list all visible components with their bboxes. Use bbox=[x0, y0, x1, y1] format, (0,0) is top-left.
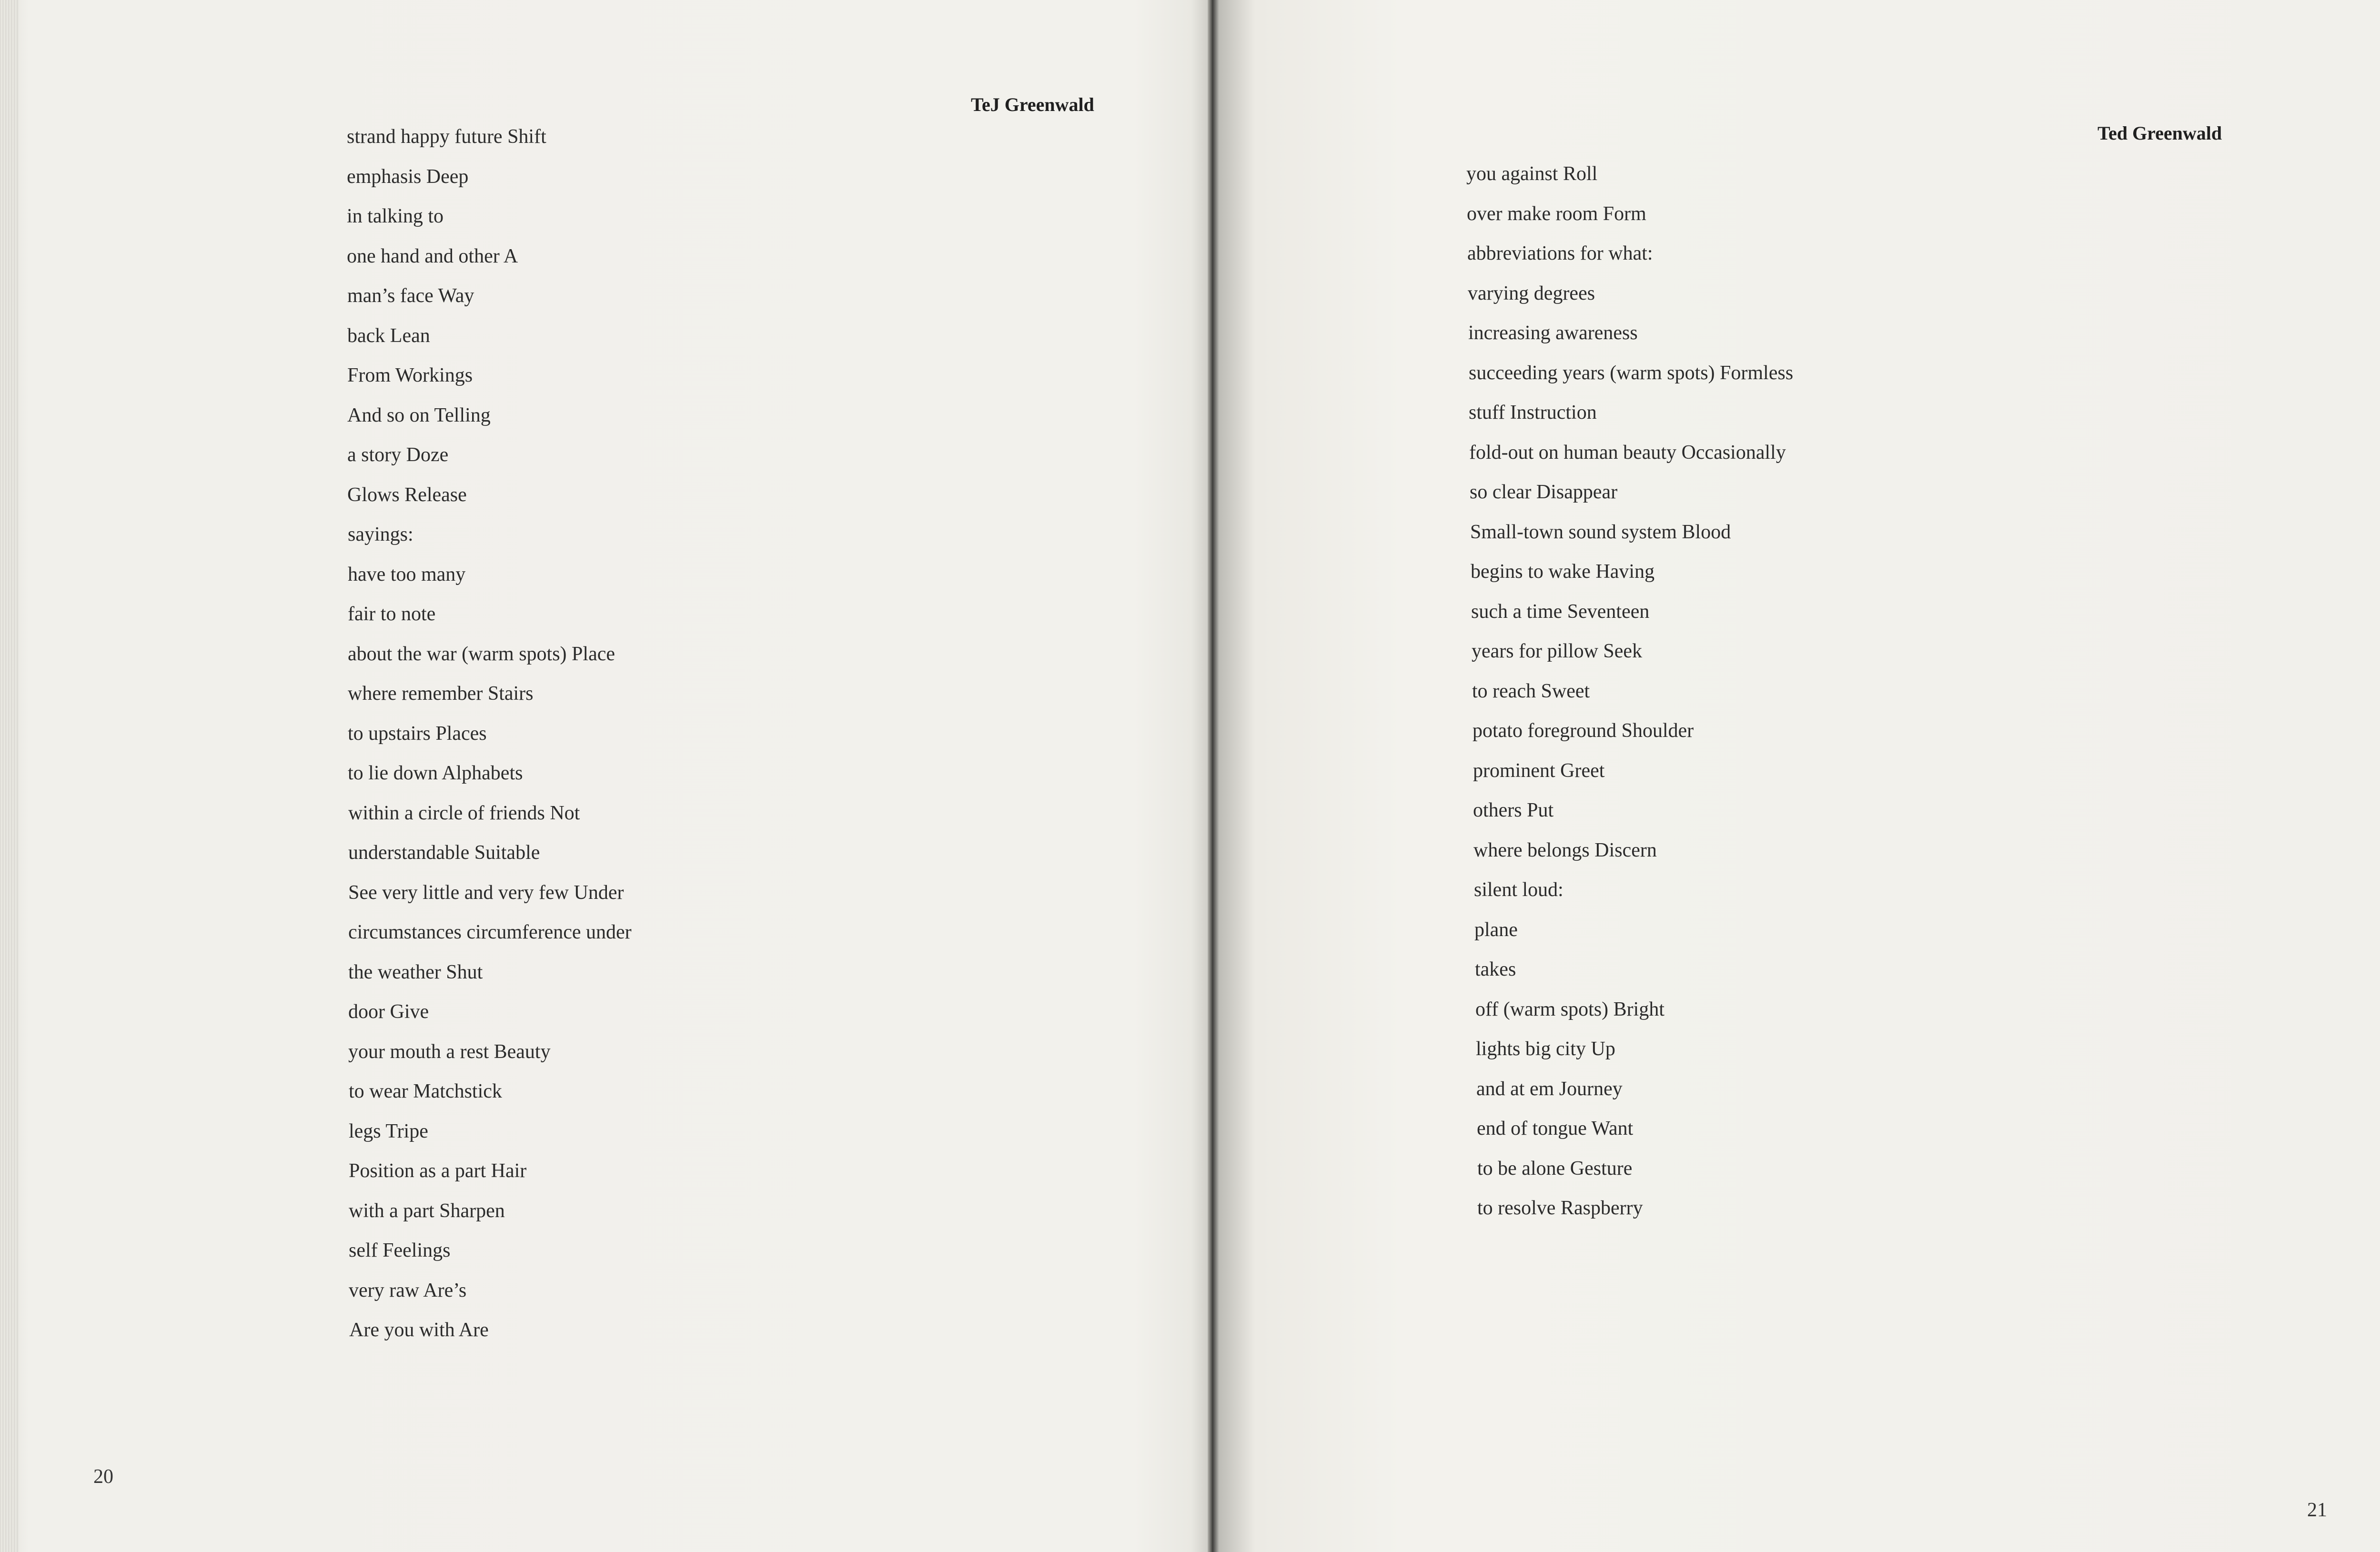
poem-line: about the war (warm spots) Place bbox=[348, 643, 615, 665]
poem-line: where remember Stairs bbox=[348, 683, 534, 705]
poem-line: a story Doze bbox=[347, 444, 449, 466]
poem-line: Position as a part Hair bbox=[349, 1160, 527, 1182]
right-page-header: Ted Greenwald bbox=[2098, 122, 2222, 144]
poem-line: See very little and very few Under bbox=[348, 881, 624, 904]
poem-line: to lie down Alphabets bbox=[348, 762, 523, 784]
poem-line: lights big city Up bbox=[1476, 1038, 1615, 1060]
poem-line: such a time Seventeen bbox=[1471, 600, 1650, 623]
right-poem-lines bbox=[1466, 164, 1793, 1238]
poem-line: From Workings bbox=[347, 364, 473, 386]
poem-line: to reach Sweet bbox=[1472, 680, 1590, 702]
poem-line: Glows Release bbox=[347, 484, 467, 506]
poem-line: off (warm spots) Bright bbox=[1475, 998, 1665, 1020]
poem-line: years for pillow Seek bbox=[1472, 640, 1643, 662]
poem-line: legs Tripe bbox=[349, 1120, 428, 1142]
poem-line: abbreviations for what: bbox=[1467, 242, 1653, 264]
left-page-header: TeJ Greenwald bbox=[971, 94, 1094, 115]
poem-line: you against Roll bbox=[1466, 163, 1598, 185]
poem-line: fold-out on human beauty Occasionally bbox=[1469, 441, 1786, 464]
poem-line: within a circle of friends Not bbox=[348, 802, 580, 824]
poem-line: others Put bbox=[1473, 799, 1554, 821]
poem-line: succeeding years (warm spots) Formless bbox=[1469, 362, 1794, 384]
poem-line: the weather Shut bbox=[348, 961, 483, 983]
poem-line: where belongs Discern bbox=[1473, 839, 1657, 861]
poem-line: strand happy future Shift bbox=[347, 126, 546, 148]
poem-line: to wear Matchstick bbox=[349, 1080, 502, 1102]
poem-line: back Lean bbox=[347, 324, 430, 347]
poem-line: sayings: bbox=[348, 524, 413, 545]
poem-line: to resolve Raspberry bbox=[1477, 1197, 1643, 1219]
poem-line: understandable Suitable bbox=[348, 842, 540, 864]
poem-line: in talking to bbox=[347, 205, 444, 227]
poem-line: over make room Form bbox=[1467, 202, 1646, 225]
poem-line: so clear Disappear bbox=[1470, 481, 1618, 503]
poem-line: varying degrees bbox=[1468, 282, 1595, 304]
right-page-number: 21 bbox=[2307, 1499, 2327, 1521]
poem-line: have too many bbox=[348, 563, 466, 585]
poem-line: very raw Are’s bbox=[349, 1279, 467, 1301]
poem-line: stuff Instruction bbox=[1469, 402, 1597, 423]
poem-line: Are you with Are bbox=[349, 1319, 489, 1341]
poem-line: one hand and other A bbox=[347, 245, 518, 267]
poem-line: and at em Journey bbox=[1476, 1078, 1623, 1100]
left-page-number: 20 bbox=[93, 1466, 113, 1488]
poem-line: man’s face Way bbox=[347, 285, 474, 307]
poem-line: increasing awareness bbox=[1468, 322, 1638, 344]
left-poem-lines bbox=[347, 127, 632, 1360]
poem-line: fair to note bbox=[348, 603, 436, 625]
poem-line: end of tongue Want bbox=[1477, 1118, 1634, 1139]
poem-line: potato foreground Shoulder bbox=[1472, 720, 1694, 742]
page-edges bbox=[0, 0, 19, 1552]
poem-line: door Give bbox=[348, 1001, 429, 1023]
poem-line: silent loud: bbox=[1474, 879, 1563, 901]
poem-line: circumstances circumference under bbox=[348, 921, 632, 943]
poem-line: begins to wake Having bbox=[1471, 561, 1655, 583]
poem-line: plane bbox=[1474, 918, 1518, 941]
poem-line: your mouth a rest Beauty bbox=[348, 1040, 551, 1063]
poem-line: self Feelings bbox=[349, 1240, 451, 1261]
poem-line: takes bbox=[1475, 958, 1516, 980]
poem-line: And so on Telling bbox=[347, 404, 491, 426]
poem-line: to upstairs Places bbox=[348, 722, 487, 745]
poem-line: with a part Sharpen bbox=[349, 1199, 505, 1222]
poem-line: prominent Greet bbox=[1473, 759, 1605, 782]
poem-line: emphasis Deep bbox=[347, 165, 469, 188]
poem-line: to be alone Gesture bbox=[1477, 1157, 1633, 1179]
right-page bbox=[1212, 0, 2380, 1552]
poem-line: Small-town sound system Blood bbox=[1470, 521, 1731, 543]
